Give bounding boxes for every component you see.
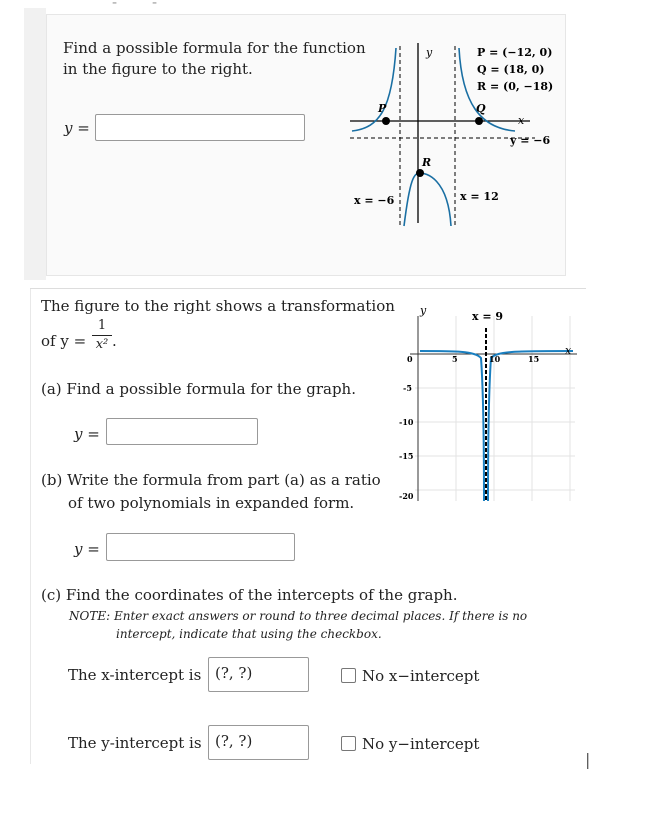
- problem1-prompt-line2: in the figure to the right.: [63, 60, 253, 78]
- p1-curve-left: [352, 48, 396, 131]
- problem2-graph: [395, 296, 585, 511]
- y-intercept-input[interactable]: (?, ?): [208, 725, 309, 760]
- p1-asym-right-label: x = 12: [460, 190, 499, 203]
- p2-axis-y-label: y: [420, 304, 427, 317]
- p1-coord-Q: Q = (18, 0): [477, 63, 545, 76]
- part-b-y-label: y =: [74, 540, 100, 558]
- part-a-y-label: y =: [74, 425, 100, 443]
- note-line1: NOTE: Enter exact answers or round to three decimal places. If there is no: [69, 609, 528, 623]
- text-cursor-mark: |: [585, 750, 591, 769]
- x-intercept-input[interactable]: (?, ?): [208, 657, 309, 692]
- p2-ytick-minus20: -20: [399, 491, 414, 501]
- p2-ytick-minus10: -10: [399, 417, 414, 427]
- frac-numerator: 1: [97, 318, 107, 333]
- p2-axis-x-label: x: [565, 344, 572, 357]
- x-intercept-label: The x-intercept is: [68, 666, 202, 684]
- problem1-graph: [340, 38, 565, 233]
- p1-label-Q: Q: [476, 102, 486, 115]
- p1-point-Q: [475, 117, 483, 125]
- p1-curve-middle: [404, 173, 451, 226]
- p2-xtick-5: 5: [452, 354, 458, 364]
- top-dots: -: [112, 0, 118, 11]
- left-gutter: [24, 8, 46, 280]
- p1-label-R: R: [422, 156, 432, 169]
- p2-ytick-minus15: -15: [399, 451, 414, 461]
- y-intercept-label: The y-intercept is: [68, 734, 202, 752]
- p1-axis-x-label: x: [518, 114, 525, 127]
- part-b-line1: (b) Write the formula from part (a) as a ratio: [41, 471, 381, 489]
- no-y-intercept-label: No y−intercept: [362, 735, 480, 753]
- problem1-y-label: y =: [64, 119, 90, 137]
- p2-ytick-minus5: -5: [403, 383, 412, 393]
- p1-point-R: [416, 169, 424, 177]
- p2-ytick-0: 0: [407, 354, 413, 364]
- part-a-answer-input[interactable]: [106, 418, 258, 445]
- no-x-intercept-checkbox[interactable]: [341, 668, 356, 683]
- frac-period: .: [112, 332, 117, 350]
- p2-curve-right: [488, 351, 573, 501]
- p1-coord-R: R = (0, −18): [477, 80, 554, 93]
- p2-curve-left: [420, 351, 484, 501]
- p1-label-P: P: [378, 102, 387, 115]
- p2-grid: [415, 316, 575, 501]
- part-b-line2: of two polynomials in expanded form.: [68, 494, 355, 512]
- section-divider: [30, 288, 586, 289]
- problem1-prompt-line1: Find a possible formula for the function: [63, 39, 366, 57]
- note-line2: intercept, indicate that using the checkbox.: [116, 627, 382, 641]
- frac-denominator: x²: [95, 337, 109, 352]
- p2-xtick-15: 15: [528, 354, 540, 364]
- no-y-intercept-checkbox[interactable]: [341, 736, 356, 751]
- top-dots-2: -: [152, 0, 158, 11]
- part-a-text: (a) Find a possible formula for the graph.: [41, 380, 356, 398]
- p1-axis-y-label: y: [426, 46, 433, 59]
- p1-coord-P: P = (−12, 0): [477, 46, 553, 59]
- p1-asym-left-label: x = −6: [354, 194, 395, 207]
- part-c-text: (c) Find the coordinates of the intercepts of the graph.: [41, 586, 458, 604]
- p1-asym-h-label: y = −6: [510, 134, 551, 147]
- problem1-answer-input[interactable]: [95, 114, 305, 141]
- frac-bar: [92, 335, 112, 336]
- no-x-intercept-label: No x−intercept: [362, 667, 480, 685]
- p2-asymptote-label: x = 9: [472, 310, 504, 323]
- part-b-answer-input[interactable]: [106, 533, 295, 561]
- p2-xtick-10: 10: [489, 354, 501, 364]
- problem2-intro-of: of y =: [41, 332, 87, 350]
- problem2-intro-line1: The figure to the right shows a transformation: [41, 297, 395, 315]
- section-left-rule: [30, 289, 31, 764]
- p1-point-P: [382, 117, 390, 125]
